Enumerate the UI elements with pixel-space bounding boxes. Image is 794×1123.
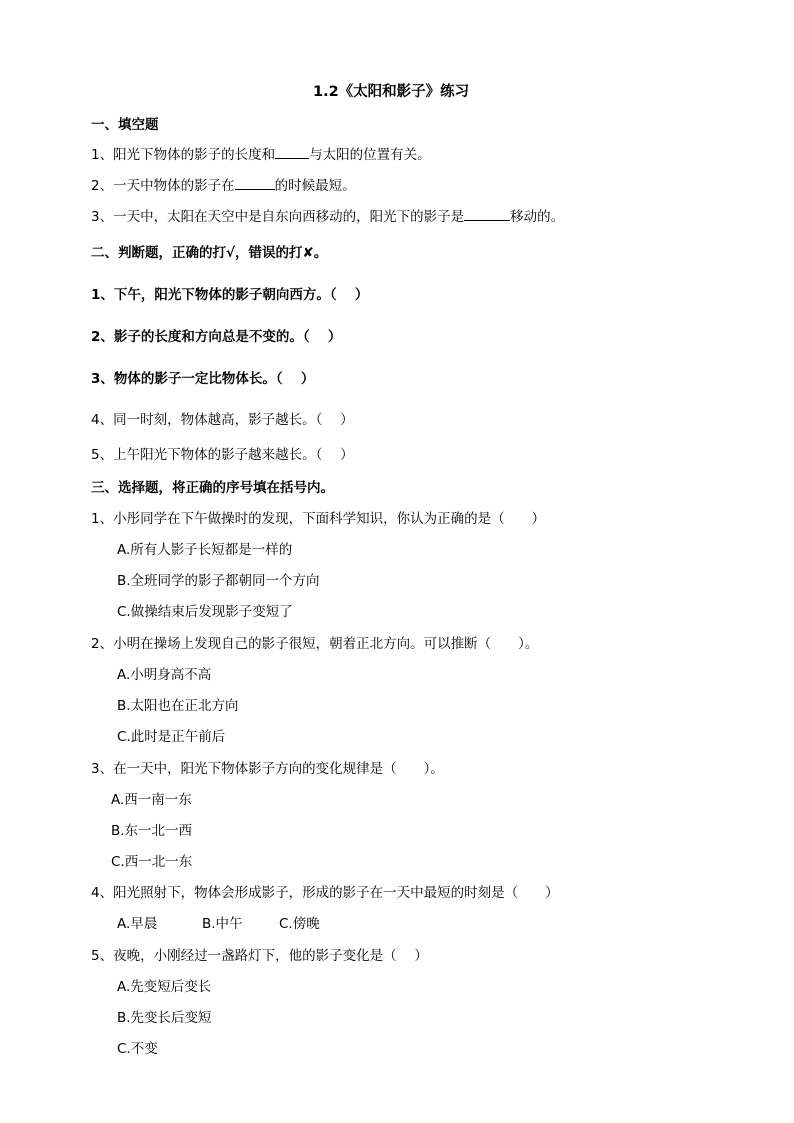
choice-option: A.西一南一东 bbox=[111, 792, 192, 808]
choice-question: 1、小彤同学在下午做操时的发现，下面科学知识，你认为正确的是（ ） bbox=[91, 511, 546, 527]
choice-question: 5、夜晚，小刚经过一盏路灯下，他的影子变化是（ ） bbox=[91, 948, 428, 964]
judge-question: 2、影子的长度和方向总是不变的。（ ） bbox=[91, 329, 342, 345]
fill-question: 3、一天中，太阳在天空中是自东向西移动的，阳光下的影子是 移动的。 bbox=[91, 209, 565, 225]
choice-option: A.所有人影子长短都是一样的 bbox=[117, 542, 293, 558]
choice-option: B.中午 bbox=[202, 916, 243, 932]
choice-option: A.小明身高不高 bbox=[117, 667, 212, 683]
judge-question: 4、同一时刻，物体越高，影子越长。（ ） bbox=[91, 412, 354, 428]
choice-option: C.西一北一东 bbox=[111, 854, 193, 870]
judge-question: 1、下午，阳光下物体的影子朝向西方。（ ） bbox=[91, 287, 369, 303]
choice-option: B.先变长后变短 bbox=[117, 1010, 212, 1026]
section-heading: 三、选择题，将正确的序号填在括号内。 bbox=[91, 480, 334, 496]
choice-option: A.早晨 bbox=[117, 916, 158, 932]
choice-option: B.太阳也在正北方向 bbox=[117, 698, 239, 714]
choice-question: 4、阳光照射下，物体会形成影子，形成的影子在一天中最短的时刻是（ ） bbox=[91, 885, 559, 901]
answer-blank[interactable] bbox=[464, 208, 510, 221]
judge-question: 5、上午阳光下物体的影子越来越长。（ ） bbox=[91, 447, 354, 463]
answer-blank[interactable] bbox=[275, 146, 309, 159]
choice-question: 3、在一天中，阳光下物体影子方向的变化规律是（ ）。 bbox=[91, 761, 444, 777]
choice-option: C.不变 bbox=[117, 1041, 158, 1057]
choice-option: A.先变短后变长 bbox=[117, 979, 212, 995]
choice-question: 2、小明在操场上发现自己的影子很短，朝着正北方向。可以推断（ ）。 bbox=[91, 636, 539, 652]
choice-option: C.此时是正午前后 bbox=[117, 729, 226, 745]
section-heading: 一、填空题 bbox=[91, 117, 159, 133]
answer-blank[interactable] bbox=[235, 177, 275, 190]
choice-option: C.傍晚 bbox=[279, 916, 320, 932]
choice-option: C.做操结束后发现影子变短了 bbox=[117, 604, 293, 620]
choice-option: B.全班同学的影子都朝同一个方向 bbox=[117, 573, 320, 589]
fill-question: 1、阳光下物体的影子的长度和 与太阳的位置有关。 bbox=[91, 147, 431, 163]
page-title: 1.2《太阳和影子》练习 bbox=[313, 84, 470, 100]
section-heading: 二、判断题，正确的打√，错误的打✘。 bbox=[91, 245, 328, 261]
choice-option: B.东一北一西 bbox=[111, 823, 193, 839]
fill-question: 2、一天中物体的影子在 的时候最短。 bbox=[91, 178, 356, 194]
judge-question: 3、物体的影子一定比物体长。（ ） bbox=[91, 371, 315, 387]
